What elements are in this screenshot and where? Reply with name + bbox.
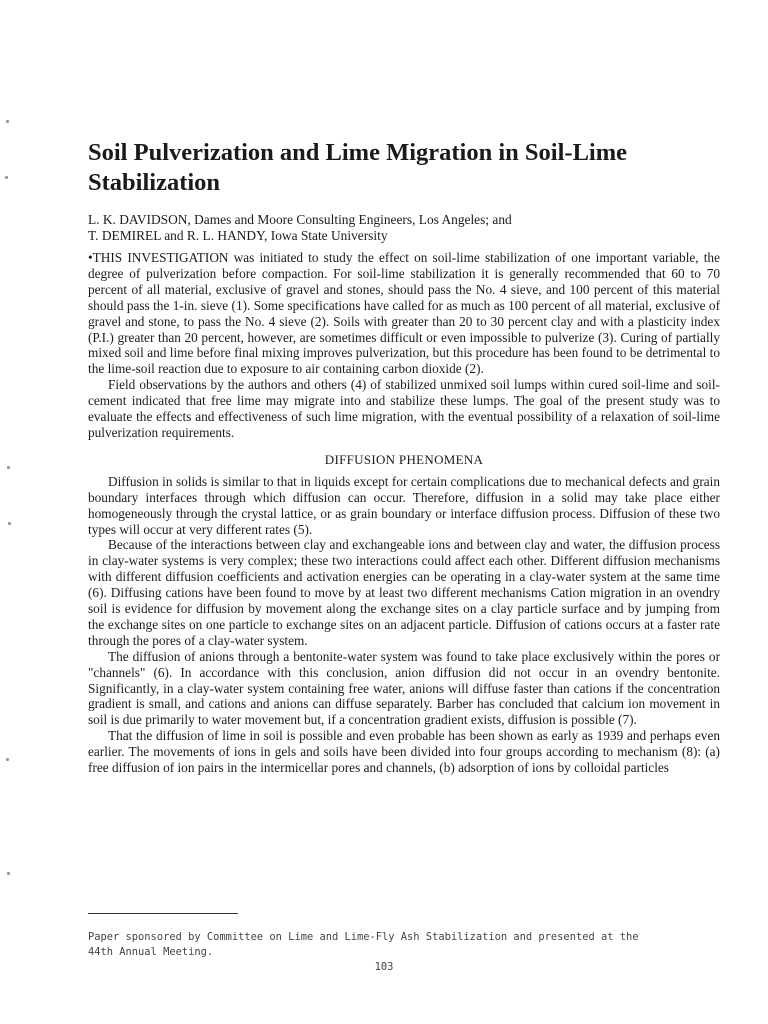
paragraph: Field observations by the authors and others (4) of stabilized unmixed soil lumps within cured soil-lime and soil-cement indicated that free lime may migrate into and stabilize these lumps. The goal of the present study was to evaluate the effects and effectiveness of such lime migration, with the eventual possibility of a relaxation of soil-lime pulverization requirements.	[88, 377, 720, 440]
paragraph: Because of the interactions between clay and exchangeable ions and between clay and water, the diffusion process in clay-water systems is very complex; these two interactions could affect each other. Different diffusion mechanisms with different diffusion coefficients and activation energies can be operating in a clay-water system at the same time (6). Diffusing cations have been found to move by at least two different mechanisms Cation migration in an ovendry soil is evidence for diffusion by movement along the exchange sites on a clay particle surface and by jumping from the exchange sites on one particle to exchange sites on an adjacent particle. Diffusion of cations occurs at a faster rate through the pores of a clay-water system.	[88, 537, 720, 648]
paragraph: Diffusion in solids is similar to that in liquids except for certain complications due to mechanical defects and grain boundary interfaces through which diffusion can occur. Therefore, diffusion in a solid may take place either homogeneously through the crystal lattice, or as grain boundary or interface diffusion process. Diffusion of these two types will occur at very different rates (5).	[88, 473, 720, 537]
author-block	[88, 212, 698, 244]
footnote	[88, 930, 728, 960]
scan-speck	[6, 120, 9, 123]
footnote-line: Paper sponsored by Committee on Lime and Lime-Fly Ash Stabilization and presented at the	[88, 931, 639, 943]
section-heading: DIFFUSION PHENOMENA	[324, 451, 484, 467]
footnote-line: 44th Annual Meeting.	[88, 946, 214, 958]
scan-margin-marks	[0, 0, 30, 1024]
paragraph: That the diffusion of lime in soil is possible and even probable has been shown as early as 1939 and perhaps even earlier. The movements of ions in gels and soils have been divided into four groups according to mechanism (8): (a) free diffusion of ion pairs in the intermicellar pores and channels, (b) adsorption of ions by colloidal particles	[88, 728, 720, 776]
scan-speck	[7, 872, 10, 875]
scan-speck	[6, 758, 9, 761]
author-line: T. DEMIREL and R. L. HANDY, Iowa State University	[88, 228, 388, 243]
author-line: L. K. DAVIDSON, Dames and Moore Consulting Engineers, Los Angeles; and	[88, 212, 512, 227]
scan-speck	[8, 522, 11, 525]
paragraph: •THIS INVESTIGATION was initiated to study the effect on soil-lime stabilization of one important variable, the degree of pulverization before compaction. For soil-lime stabilization it is generally recommended that 60 to 70 percent of all material, exclusive of gravel and stones, should pass the No. 4 sieve, and 100 percent of this material should pass the 1-in. sieve (1). Some specifications have called for as much as 100 percent of all material, exclusive of gravel and stone, to pass the No. 4 sieve (2). Soils with greater than 20 to 30 percent clay and with a plasticity index (P.I.) greater than 20 percent, however, are sometimes difficult or even impossible to pulverize (3). Curing of partially mixed soil and lime before final mixing improves pulverization, but this procedure has been found to be detrimental to the lime-soil reaction due to exposure to air containing carbon dioxide (2).	[88, 250, 720, 377]
scan-speck	[7, 466, 10, 469]
paper-title: Soil Pulverization and Lime Migration in Soil-Lime Stabilization	[88, 139, 627, 196]
scan-speck	[5, 176, 8, 179]
page-number: 103	[374, 961, 394, 973]
paragraph: The diffusion of anions through a bentonite-water system was found to take place exclusively within the pores or "channels" (6). In accordance with this conclusion, anion diffusion did not occur in an ovendry bentonite. Significantly, in a clay-water system containing free water, anions will diffuse faster than cations if the concentration gradient is small, and cations and anions can diffuse separately. Barber has concluded that calcium ion movement in soil is due primarily to water movement but, if a concentration gradient exists, diffusion is possible (7).	[88, 648, 720, 728]
body-text	[88, 250, 720, 776]
footnote-rule	[88, 913, 238, 914]
